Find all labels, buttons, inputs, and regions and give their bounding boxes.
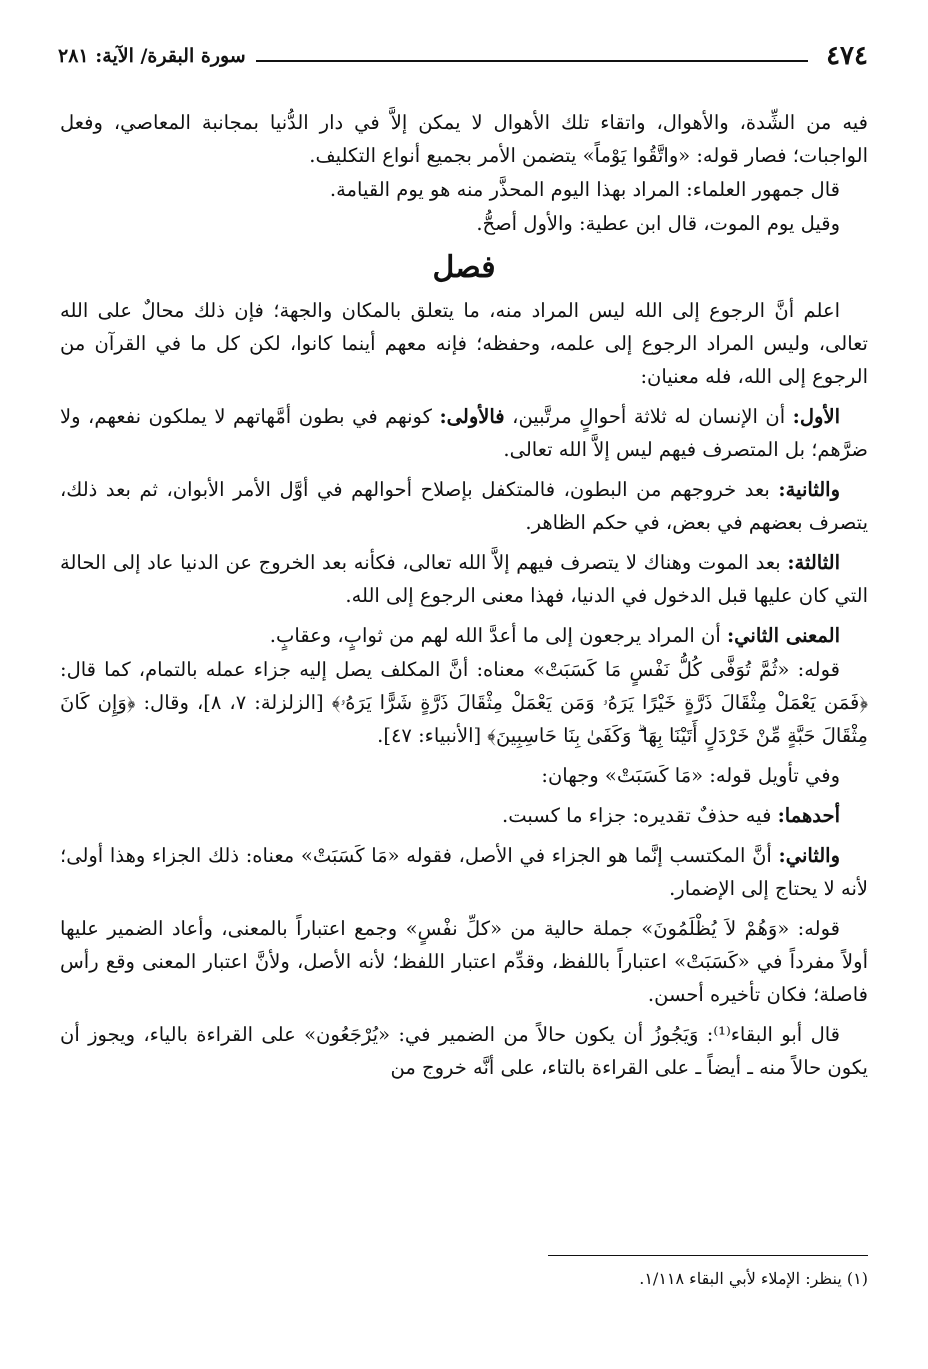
paragraph: قال جمهور العلماء: المراد بهذا اليوم المحذَّر منه هو يوم القيامة. (329, 178, 840, 201)
header-rule (256, 60, 808, 62)
section-heading: فصل (432, 250, 496, 285)
paragraph-lead: المعنى الثاني: (726, 624, 840, 647)
paragraph-text: أن الإنسان له ثلاثة أحوالٍ مرتَّبين، (504, 405, 793, 428)
paragraph: فيه من الشِّدة، والأهوال، واتقاء تلك الأهوال لا يمكن إلاَّ في دار الدُّنيا بمجانبة المعاصي، وفعل الواجبات؛ فصار قوله: «واتَّقُوا يَوْماً» يتضمن الأمر بجميع أنواع التكليف. (60, 111, 868, 167)
paragraph-lead: فالأولى: (439, 405, 505, 428)
paragraph-lead: الأول: (792, 405, 840, 428)
paragraph: قوله: «ثُمَّ تُوَفَّى كُلُّ نَفْسٍ مَا كَسَبَتْ» معناه: أنَّ المكلف يصل إليه جزاء عمله بالتمام، كما قال: ﴿فَمَن يَعْمَلْ مِثْقَالَ ذَرَّةٍ خَيْرًا يَرَهُۥ وَمَن يَعْمَلْ مِثْقَالَ ذَرَّةٍ شَرًّا يَرَهُۥ﴾ [الزلزلة: ٧، ٨]، وقال: ﴿وَإِن كَانَ مِثْقَالَ حَبَّةٍ مِّنْ خَرْدَلٍ أَتَيْنَا بِهَا ۗ وَكَفَىٰ بِنَا حَاسِبِينَ﴾ [الأنبياء: ٤٧]. (60, 658, 868, 747)
paragraph (60, 473, 868, 539)
paragraph (60, 839, 868, 905)
paragraph (60, 400, 868, 466)
paragraph: اعلم أنَّ الرجوع إلى الله ليس المراد منه، ما يتعلق بالمكان والجهة؛ فإن ذلك محالٌ على الله تعالى، وليس المراد الرجوع إلى علمه، وحفظه؛ فإنه معهم أينما كانوا، لكن كل ما في القرآن من الرجوع إلى الله، فله معنيان: (60, 299, 868, 388)
paragraph-text: أن المراد يرجعون إلى ما أعدَّ الله لهم من ثوابٍ، وعقابٍ. (269, 624, 727, 647)
paragraph: قوله: «وَهُمْ لاَ يُظْلَمُونَ» جملة حالية من «كلِّ نفْسٍ» وجمع اعتباراً بالمعنى، وأعاد الضمير عليها أولاً مفرداً في «كَسَبَتْ» اعتباراً باللفظ، وقدِّم اعتبار اللفظ؛ لأنه الأصل، ولأنَّ اعتبار المعنى وقع رأس فاصلة؛ فكان تأخيره أحسن. (60, 917, 868, 1006)
footnote: (١) ينظر: الإملاء لأبي البقاء ١/١١٨. (639, 1269, 868, 1288)
paragraph (60, 799, 868, 832)
page-body (60, 106, 868, 1091)
page-number: ٤٧٤ (826, 41, 868, 71)
paragraph-text: كونهم في بطون أمَّهاتهم لا يملكون نفعهم، ولا ضرَّهم؛ بل المتصرف فيهم ليس إلاَّ الله تعالى. (60, 405, 868, 461)
paragraph (60, 619, 868, 652)
paragraph: وقيل يوم الموت، قال ابن عطية: والأول أصحُّ. (476, 212, 840, 235)
paragraph-text: بعد خروجهم من البطون، فالمتكفل بإصلاح أحوالهم في أوَّل الأمر الأبوان، ثم بعد ذلك، يتصرف بعضهم في بعض، في حكم الظاهر. (60, 478, 868, 534)
paragraph (60, 546, 868, 612)
paragraph-lead: الثالثة: (787, 551, 840, 574)
paragraph-lead: أحدهما: (777, 804, 840, 827)
paragraph-text: فيه حذفٌ تقديره: جزاء ما كسبت. (502, 804, 778, 827)
paragraph-lead: والثانية: (778, 478, 840, 501)
paragraph-lead: والثاني: (778, 844, 840, 867)
running-title: سورة البقرة/ الآية: ٢٨١ (58, 45, 246, 67)
paragraph-text: بعد الموت وهناك لا يتصرف فيهم إلاَّ الله تعالى، فكأنه بعد الخروج عن الدنيا عاد إلى الحالة التي كان عليها قبل الدخول في الدنيا، فهذا معنى الرجوع إلى الله. (60, 551, 868, 607)
paragraph: وفي تأويل قوله: «مَا كَسَبَتْ» وجهان: (541, 764, 840, 787)
footnote-divider (548, 1255, 868, 1256)
paragraph-text: أنَّ المكتسب إنَّما هو الجزاء في الأصل، فقوله «مَا كَسَبَتْ» معناه: ذلك الجزاء وهذا أولى؛ لأنه لا يحتاج إلى الإضمار. (60, 844, 868, 900)
page-header (58, 36, 868, 76)
paragraph: قال أبو البقاء⁽¹⁾: وَيَجُوزُ أن يكون حالاً من الضمير في: «يُرْجَعُون» على القراءة بالياء، ويجوز أن يكون حالاً منه ـ أيضاً ـ على القراءة بالتاء، على أنَّه خروج من (60, 1023, 868, 1079)
